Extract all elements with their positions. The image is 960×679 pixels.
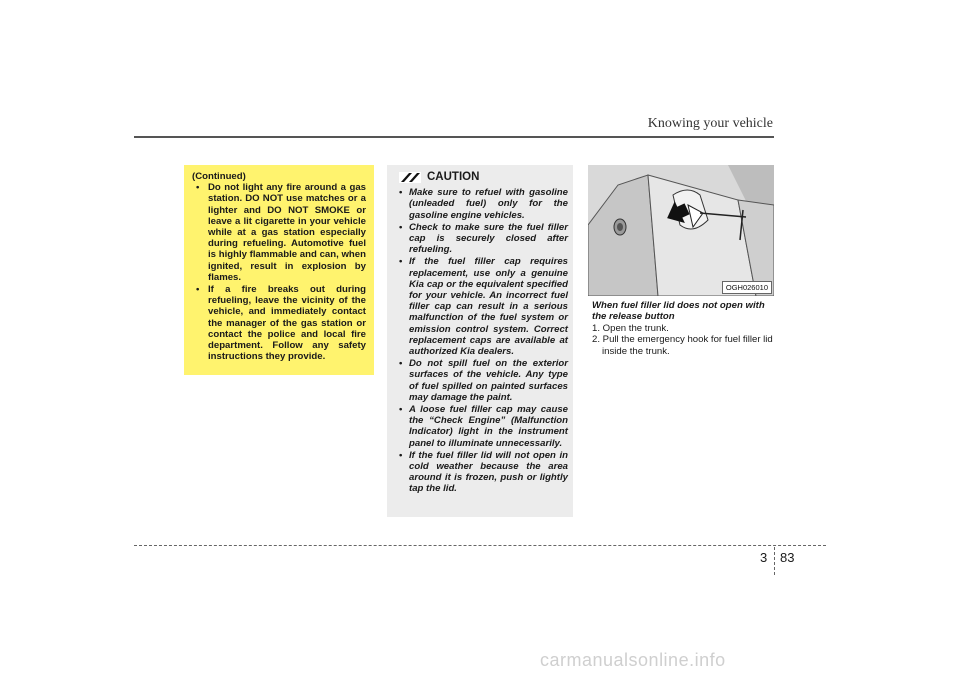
warning-item: • Do not light any fire around a gas station. DO NOT use matches or a lighter and DO NOT SMOKE or leave a lit cigarette in your vehicle while at a gas station especially during refueling. Automotive fuel is highly flammable and can, when ignited, result in explosion by flames.: [192, 182, 366, 283]
caution-item: • If the fuel filler lid will not open in cold weather because the area around it is frozen, push or lightly tap the lid.: [399, 450, 568, 495]
warning-continued: (Continued): [192, 171, 246, 182]
caution-list: [399, 187, 568, 494]
trunk-figure: [588, 165, 774, 296]
caution-item: • Do not spill fuel on the exterior surfaces of the vehicle. Any type of fuel spilled on painted surfaces may damage the paint.: [399, 358, 568, 403]
release-step: 2. Pull the emergency hook for fuel filler lid inside the trunk.: [592, 334, 773, 357]
footer-page-number: 83: [780, 550, 795, 565]
caution-marker-icon: [399, 172, 421, 183]
caution-item: • Make sure to refuel with gasoline (unleaded fuel) only for the gasoline engine vehicles.: [399, 187, 568, 221]
section-title: Knowing your vehicle: [647, 116, 773, 131]
figure-code: OGH026010: [722, 281, 772, 294]
watermark: carmanualsonline.info: [540, 650, 726, 670]
warning-box: [184, 165, 374, 375]
release-instructions: [592, 300, 776, 357]
caution-title: CAUTION: [427, 171, 480, 183]
warning-item: • If a fire breaks out during refueling, leave the vicinity of the vehicle, and immediately contact the manager of the gas station or contact the police and local fire department. Follow any safety instructions they provide.: [192, 284, 366, 362]
footer-chapter: 3: [760, 550, 768, 565]
caution-item: • Check to make sure the fuel filler cap is securely closed after refueling.: [399, 222, 568, 256]
caution-item: • If the fuel filler cap requires replacement, use only a genuine Kia cap or the equivalent specified for your vehicle. An incorrect fuel filler cap can result in a serious malfunction of the fuel system or emission control system. Correct replacement caps are available at authorized Kia dealers.: [399, 256, 568, 357]
footer-rule: [134, 545, 826, 546]
release-heading: When fuel filler lid does not open with the release button: [592, 300, 765, 323]
emergency-hook-illustration: [588, 165, 774, 296]
release-step: 1. Open the trunk.: [592, 322, 669, 334]
header-rule: [134, 136, 774, 138]
caution-header: [399, 172, 568, 183]
release-steps: [592, 323, 776, 357]
footer-separator: [774, 547, 775, 575]
warning-list: [192, 182, 366, 362]
caution-item: • A loose fuel filler cap may cause the “Check Engine” (Malfunction Indicator) light in the instrument panel to illuminate unnecessarily.: [399, 404, 568, 449]
caution-box: [387, 165, 573, 517]
